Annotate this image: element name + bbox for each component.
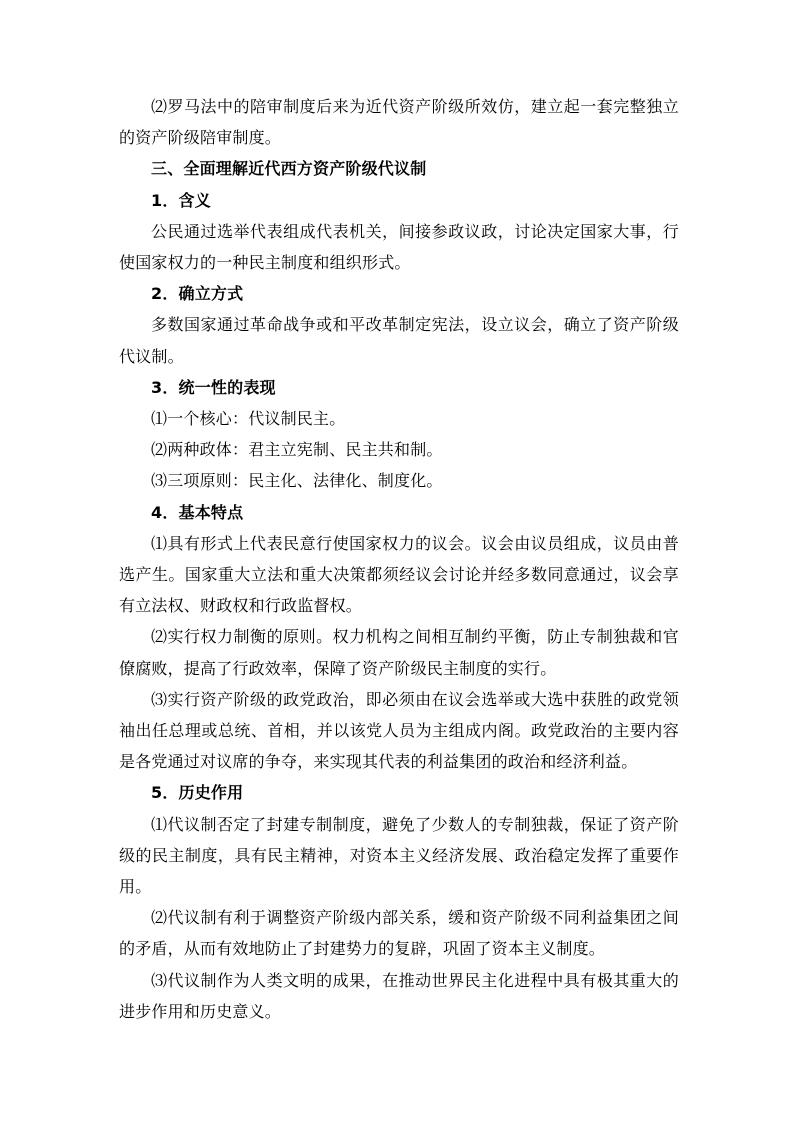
list-item-role-2: ⑵代议制有利于调整资产阶级内部关系，缓和资产阶级不同利益集团之间的矛盾，从而有效地防止了封建势力的复辟，巩固了资本主义制度。 <box>119 908 679 959</box>
subheading-unity: 3．统一性的表现 <box>151 377 276 397</box>
paragraph-meaning: 公民通过选举代表组成代表机关，间接参政议政，讨论决定国家大事，行使国家权力的一种民主制度和组织形式。 <box>119 221 679 273</box>
list-item-unity-1: ⑴一个核心：代议制民主。 <box>151 409 346 429</box>
subheading-establishment: 2．确立方式 <box>151 284 244 304</box>
subheading-meaning: 1．含义 <box>151 190 211 210</box>
list-item-role-3: ⑶代议制作为人类文明的成果，在推动世界民主化进程中具有极其重大的进步作用和历史意义。 <box>119 970 679 1021</box>
list-item-role-1: ⑴代议制否定了封建专制制度，避免了少数人的专制独裁，保证了资产阶级的民主制度，具有民主精神，对资本主义经济发展、政治稳定发挥了重要作用。 <box>119 814 679 897</box>
subheading-historical-role: 5．历史作用 <box>151 783 244 803</box>
paragraph-establishment: 多数国家通过革命战争或和平改革制定宪法，设立议会，确立了资产阶级代议制。 <box>119 315 679 366</box>
section-heading-representative-system: 三、全面理解近代西方资产阶级代议制 <box>151 159 427 179</box>
list-item-feature-2: ⑵实行权力制衡的原则。权力机构之间相互制约平衡，防止专制独裁和官僚腐败，提高了行政效率，保障了资产阶级民主制度的实行。 <box>119 627 679 678</box>
list-item-unity-2: ⑵两种政体：君主立宪制、民主共和制。 <box>151 440 443 460</box>
list-item-feature-1: ⑴具有形式上代表民意行使国家权力的议会。议会由议员组成，议员由普选产生。国家重大立法和重大决策都须经议会讨论并经多数同意通过，议会享有立法权、财政权和行政监督权。 <box>119 533 679 616</box>
paragraph-jury-system: ⑵罗马法中的陪审制度后来为近代资产阶级所效仿，建立起一套完整独立的资产阶级陪审制度。 <box>119 97 679 148</box>
subheading-features: 4．基本特点 <box>151 502 244 522</box>
list-item-feature-3: ⑶实行资产阶级的政党政治，即必须由在议会选举或大选中获胜的政党领袖出任总理或总统、首相，并以该党人员为主组成内阁。政党政治的主要内容是各党通过对议席的争夺，来实现其代表的利益集团的政治和经济利益。 <box>119 689 679 772</box>
list-item-unity-3: ⑶三项原则：民主化、法律化、制度化。 <box>151 471 443 491</box>
document-body <box>119 91 679 1027</box>
